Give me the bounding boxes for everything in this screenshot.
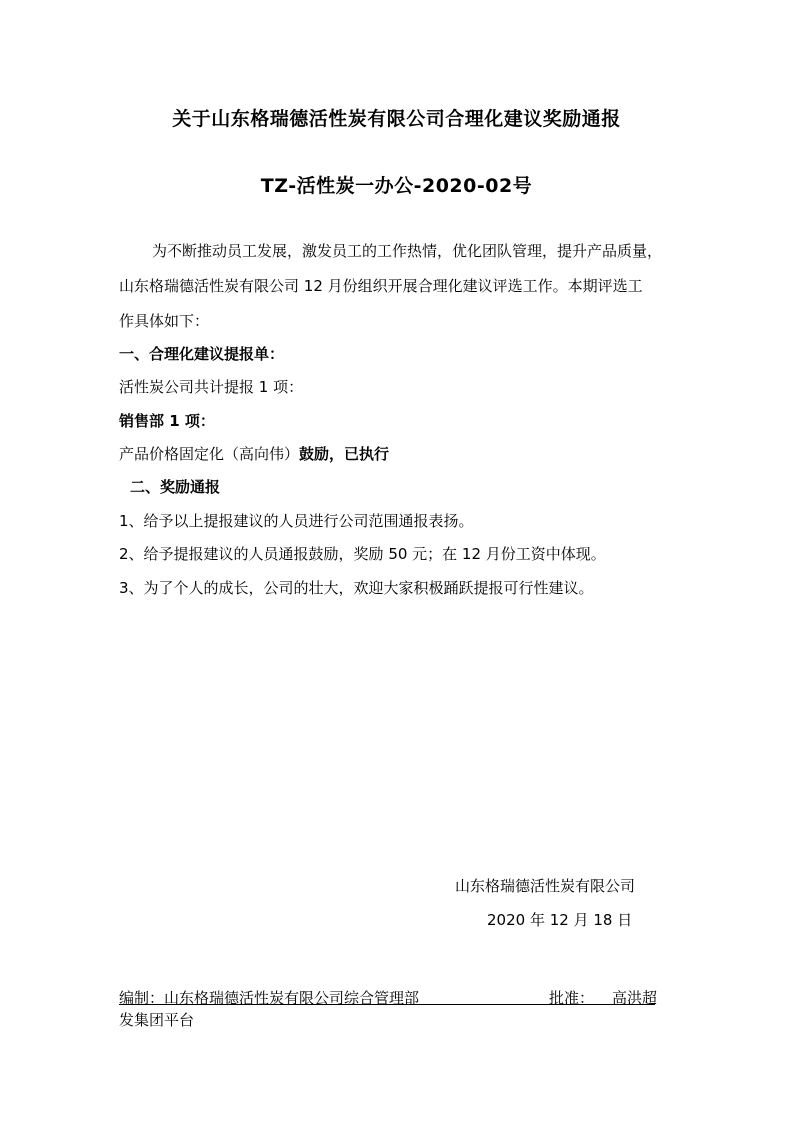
- suggestion-item-text: 产品价格固定化（高向伟）: [119, 445, 300, 463]
- document-number: TZ-活性炭一办公-2020-02号: [260, 175, 533, 197]
- section-2-heading: 二、奖励通报: [130, 478, 221, 496]
- intro-paragraph-line-2: 山东格瑞德活性炭有限公司 12 月份组织开展合理化建议评选工作。本期评选工: [119, 277, 643, 295]
- suggestion-item-status: 鼓励，已执行: [299, 445, 390, 463]
- section-1-total: 活性炭公司共计提报 1 项：: [119, 378, 304, 396]
- signature-date: 2020 年 12 月 18 日: [487, 911, 633, 929]
- footer-underline: [119, 1004, 655, 1005]
- footer-approver: 高洪超: [612, 989, 658, 1007]
- intro-paragraph-line-3: 作具体如下：: [119, 312, 210, 330]
- intro-paragraph-line-1: 为不断推动员工发展，激发员工的工作热情，优化团队管理，提升产品质量，: [152, 242, 663, 260]
- suggestion-item: [119, 443, 389, 464]
- footer-approved-label: 批准：: [549, 989, 595, 1007]
- reward-item-2: 2、给予提报建议的人员通报鼓励，奖励 50 元；在 12 月份工资中体现。: [119, 545, 606, 563]
- document-title: 关于山东格瑞德活性炭有限公司合理化建议奖励通报: [172, 108, 621, 130]
- footer-prepared-by: 编制：山东格瑞德活性炭有限公司综合管理部: [119, 989, 420, 1007]
- reward-item-1: 1、给予以上提报建议的人员进行公司范围通报表扬。: [119, 512, 474, 530]
- section-1-heading: 一、合理化建议提报单：: [119, 345, 285, 363]
- signature-company: 山东格瑞德活性炭有限公司: [455, 877, 636, 895]
- department-heading: 销售部 1 项：: [119, 412, 215, 430]
- reward-item-3: 3、为了个人的成长，公司的壮大，欢迎大家积极踊跃提报可行性建议。: [119, 579, 594, 597]
- footer-distribution: 发集团平台: [119, 1011, 195, 1029]
